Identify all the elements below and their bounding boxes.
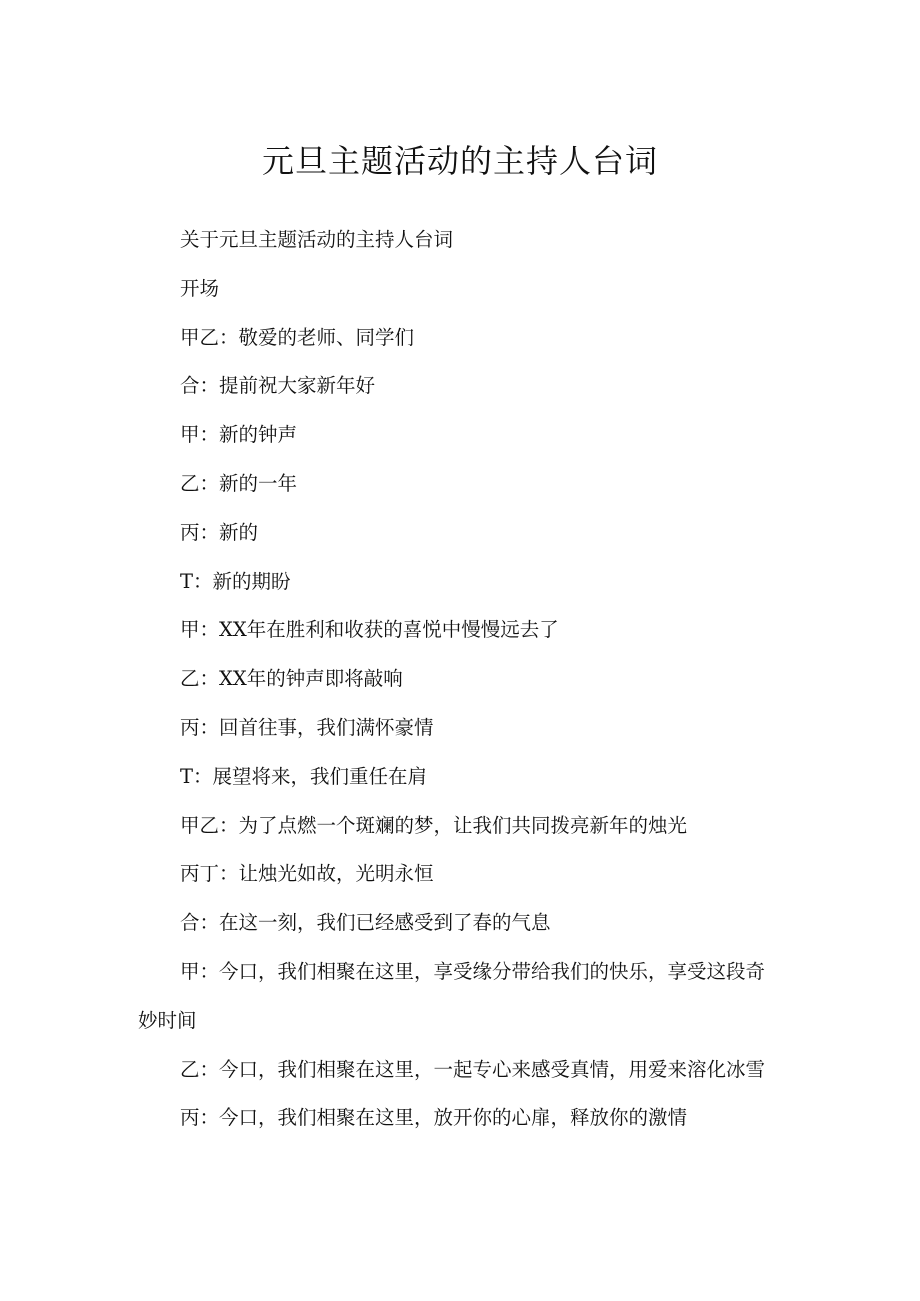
paragraph-4: 合：提前祝大家新年好 [180, 374, 376, 398]
paragraph-12: T：展望将来，我们重任在肩 [180, 764, 428, 788]
paragraph-14: 丙丁：让烛光如故，光明永恒 [180, 862, 434, 886]
paragraph-15: 合：在这一刻，我们已经感受到了春的气息 [180, 911, 551, 935]
paragraph-2: 开场 [180, 276, 220, 300]
paragraph-17: 乙：今口，我们相聚在这里，一起专心来感受真情，用爱来溶化冰雪 [180, 1057, 766, 1081]
paragraph-9: 甲：XX年在胜利和收获的喜悦中慢慢远去了 [180, 618, 559, 642]
paragraph-11: 丙：回首往事，我们满怀豪情 [180, 715, 434, 739]
paragraph-13: 甲乙：为了点燃一个斑斓的梦，让我们共同拨亮新年的烛光 [180, 813, 688, 837]
paragraph-3: 甲乙：敬爱的老师、同学们 [180, 325, 415, 349]
paragraph-18: 丙：今口，我们相聚在这里，放开你的心扉，释放你的激情 [180, 1106, 688, 1130]
paragraph-6: 乙：新的一年 [180, 471, 298, 495]
paragraph-5: 甲：新的钟声 [180, 423, 298, 447]
document-body [138, 216, 778, 1143]
paragraph-7: 丙：新的 [180, 520, 259, 544]
paragraph-1: 关于元旦主题活动的主持人台词 [180, 228, 454, 251]
paragraph-8: T：新的期盼 [180, 569, 291, 593]
document-title: 元旦主题活动的主持人台词 [261, 142, 658, 180]
paragraph-16: 甲：今口，我们相聚在这里，享受缘分带给我们的快乐，享受这段奇妙时间 [138, 959, 766, 1032]
paragraph-10: 乙：XX年的钟声即将敲响 [180, 667, 403, 691]
